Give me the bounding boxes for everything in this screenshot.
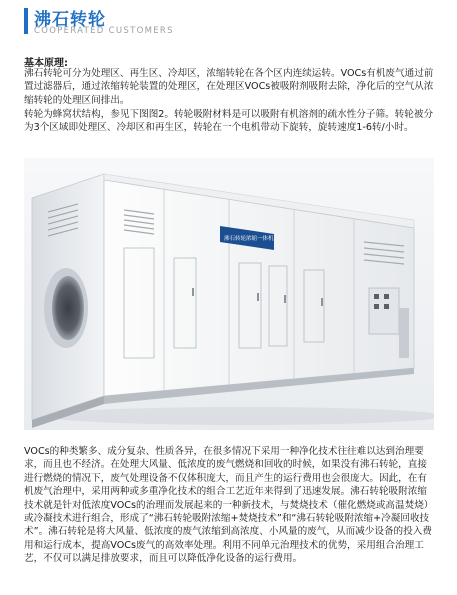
application-paragraph: VOCs的种类繁多、成分复杂、性质各异，在很多情况下采用一种净化技术往往难以达到治理要求，而且也不经济。在处理大风量、低浓度的废气燃烧和回收的时候，如果没有沸石转轮，直接进行燃烧的情况下，废气处理设备不仅体积庞大，而且产生的运行费用也会很庞大。因此，在有机废气治理中，采用两种或多重净化技术的组合工艺近年来得到了迅速发展。沸石转轮吸附浓缩技术就是针对低浓度VOCs的治理而发展起来的一种新技术，与焚烧技术（催化燃烧或高温焚烧）或冷凝技术进行组合，形成了“沸石转轮吸附浓缩+焚烧技术”和“沸石转轮吸附浓缩+冷凝回收技术”。沸石转轮是将大风量、低浓度的废气浓缩到高浓度、小风量的废气，从而减少设备的投入费用和运行成本，提高VOCs废气的高效率处理。利用不同单元治理技术的优势，采用组合治理工艺，不仅可以满足排放要求，而且可以降低净化设备的运行费用。	[24, 446, 434, 565]
equipment-photo	[24, 158, 434, 430]
page-header	[0, 0, 457, 46]
section-heading: 基本原理:	[24, 58, 68, 69]
page-title: 沸石转轮	[34, 10, 106, 30]
title-accent-bar	[24, 8, 28, 34]
principle-paragraph-1: 沸石转轮可分为处理区、再生区、冷却区，浓缩转轮在各个区内连续运转。VOCs有机废气通过前置过滤器后，通过浓缩转轮装置的处理区，在处理区VOCs被吸附剂吸附去除，净化后的空气从浓缩转轮的处理区间排出。	[24, 68, 434, 106]
control-panel-label-text: 沸石转轮浓缩一体机	[224, 236, 274, 242]
zeolite-rotor-unit-illustration	[24, 158, 434, 430]
principle-paragraph-2: 转轮为蜂窝状结构，参见下图图2。转轮吸附材料是可以吸附有机溶剂的疏水性分子筛。转轮被分为3个区域即处理区、冷却区和再生区，转轮在一个电机带动下旋转，旋转速度1-6转/小时。	[24, 109, 434, 134]
page-subtitle: COOPERATED CUSTOMERS	[34, 26, 174, 36]
